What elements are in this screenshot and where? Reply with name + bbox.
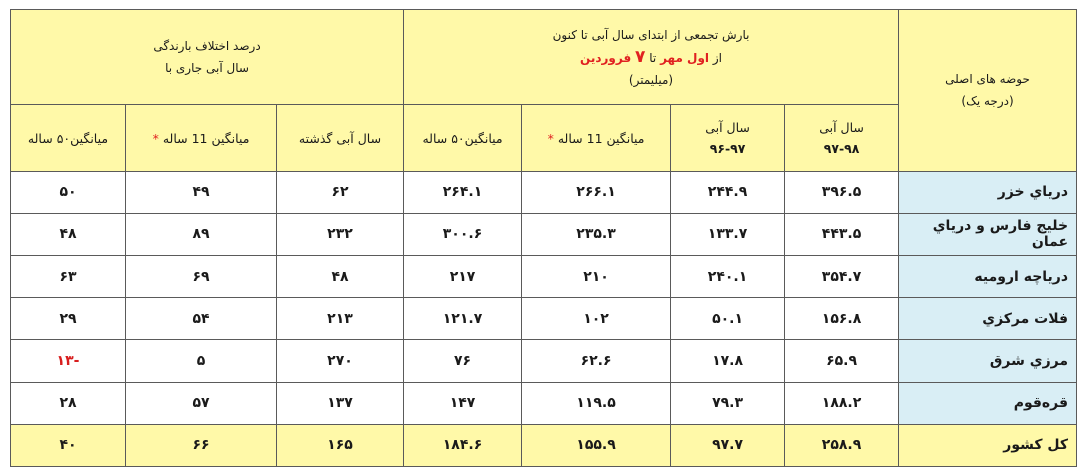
cell: ۱۳۷ bbox=[277, 382, 404, 424]
cell: ۲۷۰ bbox=[277, 340, 404, 382]
cell: ۱۵۵.۹ bbox=[522, 424, 671, 466]
col-prev-year: سال آبی گذشته bbox=[277, 105, 404, 171]
cell: ۳۵۴.۷ bbox=[785, 256, 899, 298]
cell: ۵۴ bbox=[126, 298, 277, 340]
cell: ۲۵۸.۹ bbox=[785, 424, 899, 466]
cell: ۷۹.۳ bbox=[671, 382, 785, 424]
cell: ۱۱۹.۵ bbox=[522, 382, 671, 424]
cell: ۲۹ bbox=[11, 298, 126, 340]
table-row bbox=[11, 382, 1077, 424]
cell: ۴۰ bbox=[11, 424, 126, 466]
cell: ۲۴۰.۱ bbox=[671, 256, 785, 298]
total-row bbox=[11, 424, 1077, 466]
cell: ۸۹ bbox=[126, 213, 277, 255]
range-day: ۷ bbox=[635, 46, 646, 67]
cell: ۱۲۱.۷ bbox=[404, 298, 522, 340]
cell: ۱۰۲ bbox=[522, 298, 671, 340]
cell: ۲۱۷ bbox=[404, 256, 522, 298]
cell: ۱۵۶.۸ bbox=[785, 298, 899, 340]
cell: ۱۶۵ bbox=[277, 424, 404, 466]
cell: ۶۶ bbox=[126, 424, 277, 466]
cell: ۱۳۳.۷ bbox=[671, 213, 785, 255]
cell: ۵۰.۱ bbox=[671, 298, 785, 340]
cell: ۵۰ bbox=[11, 171, 126, 213]
range-start: اول مهر bbox=[660, 50, 710, 65]
basin-name: درياي خزر bbox=[899, 171, 1077, 213]
cell: ۲۱۳ bbox=[277, 298, 404, 340]
basin-header-subtitle: (درجه یک) bbox=[961, 94, 1014, 109]
cell: ۴۴۳.۵ bbox=[785, 213, 899, 255]
diff-subtitle: سال آبی جاری با bbox=[165, 61, 249, 76]
cell: ۱۸۸.۲ bbox=[785, 382, 899, 424]
range-end: فروردین bbox=[580, 50, 632, 65]
basin-name: قره‌قوم bbox=[899, 382, 1077, 424]
cell: ۲۶۶.۱ bbox=[522, 171, 671, 213]
basin-name: مرزي شرق bbox=[899, 340, 1077, 382]
negative-cell: -۱۳ bbox=[11, 340, 126, 382]
table-row bbox=[11, 340, 1077, 382]
col-diff-avg11: میانگین 11 ساله * bbox=[126, 105, 277, 171]
cell: ۴۸ bbox=[277, 256, 404, 298]
cell: ۲۳۲ bbox=[277, 213, 404, 255]
basin-name: كل كشور bbox=[899, 424, 1077, 466]
table-row bbox=[11, 213, 1077, 255]
basin-name: خليج فارس و درياي عمان bbox=[899, 213, 1077, 255]
diff-avg11-asterisk: * bbox=[152, 130, 159, 146]
rainfall-table bbox=[10, 9, 1077, 467]
cell: ۱۸۴.۶ bbox=[404, 424, 522, 466]
basin-name: فلات مركزي bbox=[899, 298, 1077, 340]
cell: ۲۳۵.۳ bbox=[522, 213, 671, 255]
basin-name: درياچه اروميه bbox=[899, 256, 1077, 298]
cell: ۵ bbox=[126, 340, 277, 382]
cell: ۱۷.۸ bbox=[671, 340, 785, 382]
cumulative-rainfall-header bbox=[404, 10, 899, 105]
cell: ۲۴۴.۹ bbox=[671, 171, 785, 213]
diff-title: درصد اختلاف بارندگی bbox=[153, 39, 261, 54]
cell: ۴۸ bbox=[11, 213, 126, 255]
cell: ۲۸ bbox=[11, 382, 126, 424]
table-row bbox=[11, 256, 1077, 298]
cell: ۶۲.۶ bbox=[522, 340, 671, 382]
cumulative-range: از اول مهر تا ۷ فروردین bbox=[580, 46, 723, 67]
cell: ۴۹ bbox=[126, 171, 277, 213]
col-wy9798: سال آبی ۹۷-۹۸ bbox=[785, 105, 899, 171]
cumulative-title: بارش تجمعی از ابتدای سال آبی تا کنون bbox=[552, 27, 750, 42]
cell: ۹۷.۷ bbox=[671, 424, 785, 466]
avg11-asterisk: * bbox=[547, 130, 554, 146]
basin-header bbox=[899, 10, 1077, 172]
col-avg50: میانگین۵۰ ساله bbox=[404, 105, 522, 171]
table-row bbox=[11, 298, 1077, 340]
cell: ۱۴۷ bbox=[404, 382, 522, 424]
cell: ۶۳ bbox=[11, 256, 126, 298]
cell: ۲۱۰ bbox=[522, 256, 671, 298]
cell: ۳۰۰.۶ bbox=[404, 213, 522, 255]
cell: ۵۷ bbox=[126, 382, 277, 424]
cell: ۷۶ bbox=[404, 340, 522, 382]
col-diff-avg50: میانگین۵۰ ساله bbox=[11, 105, 126, 171]
cell: ۶۵.۹ bbox=[785, 340, 899, 382]
col-avg11: میانگین 11 ساله * bbox=[522, 105, 671, 171]
cell: ۶۲ bbox=[277, 171, 404, 213]
cumulative-unit: (میلیمتر) bbox=[628, 72, 674, 87]
col-wy9697: سال آبی ۹۶-۹۷ bbox=[671, 105, 785, 171]
cell: ۳۹۶.۵ bbox=[785, 171, 899, 213]
diff-percent-header bbox=[11, 10, 404, 105]
table-row bbox=[11, 171, 1077, 213]
cell: ۶۹ bbox=[126, 256, 277, 298]
basin-header-title: حوضه های اصلی bbox=[945, 72, 1030, 87]
cell: ۲۶۴.۱ bbox=[404, 171, 522, 213]
